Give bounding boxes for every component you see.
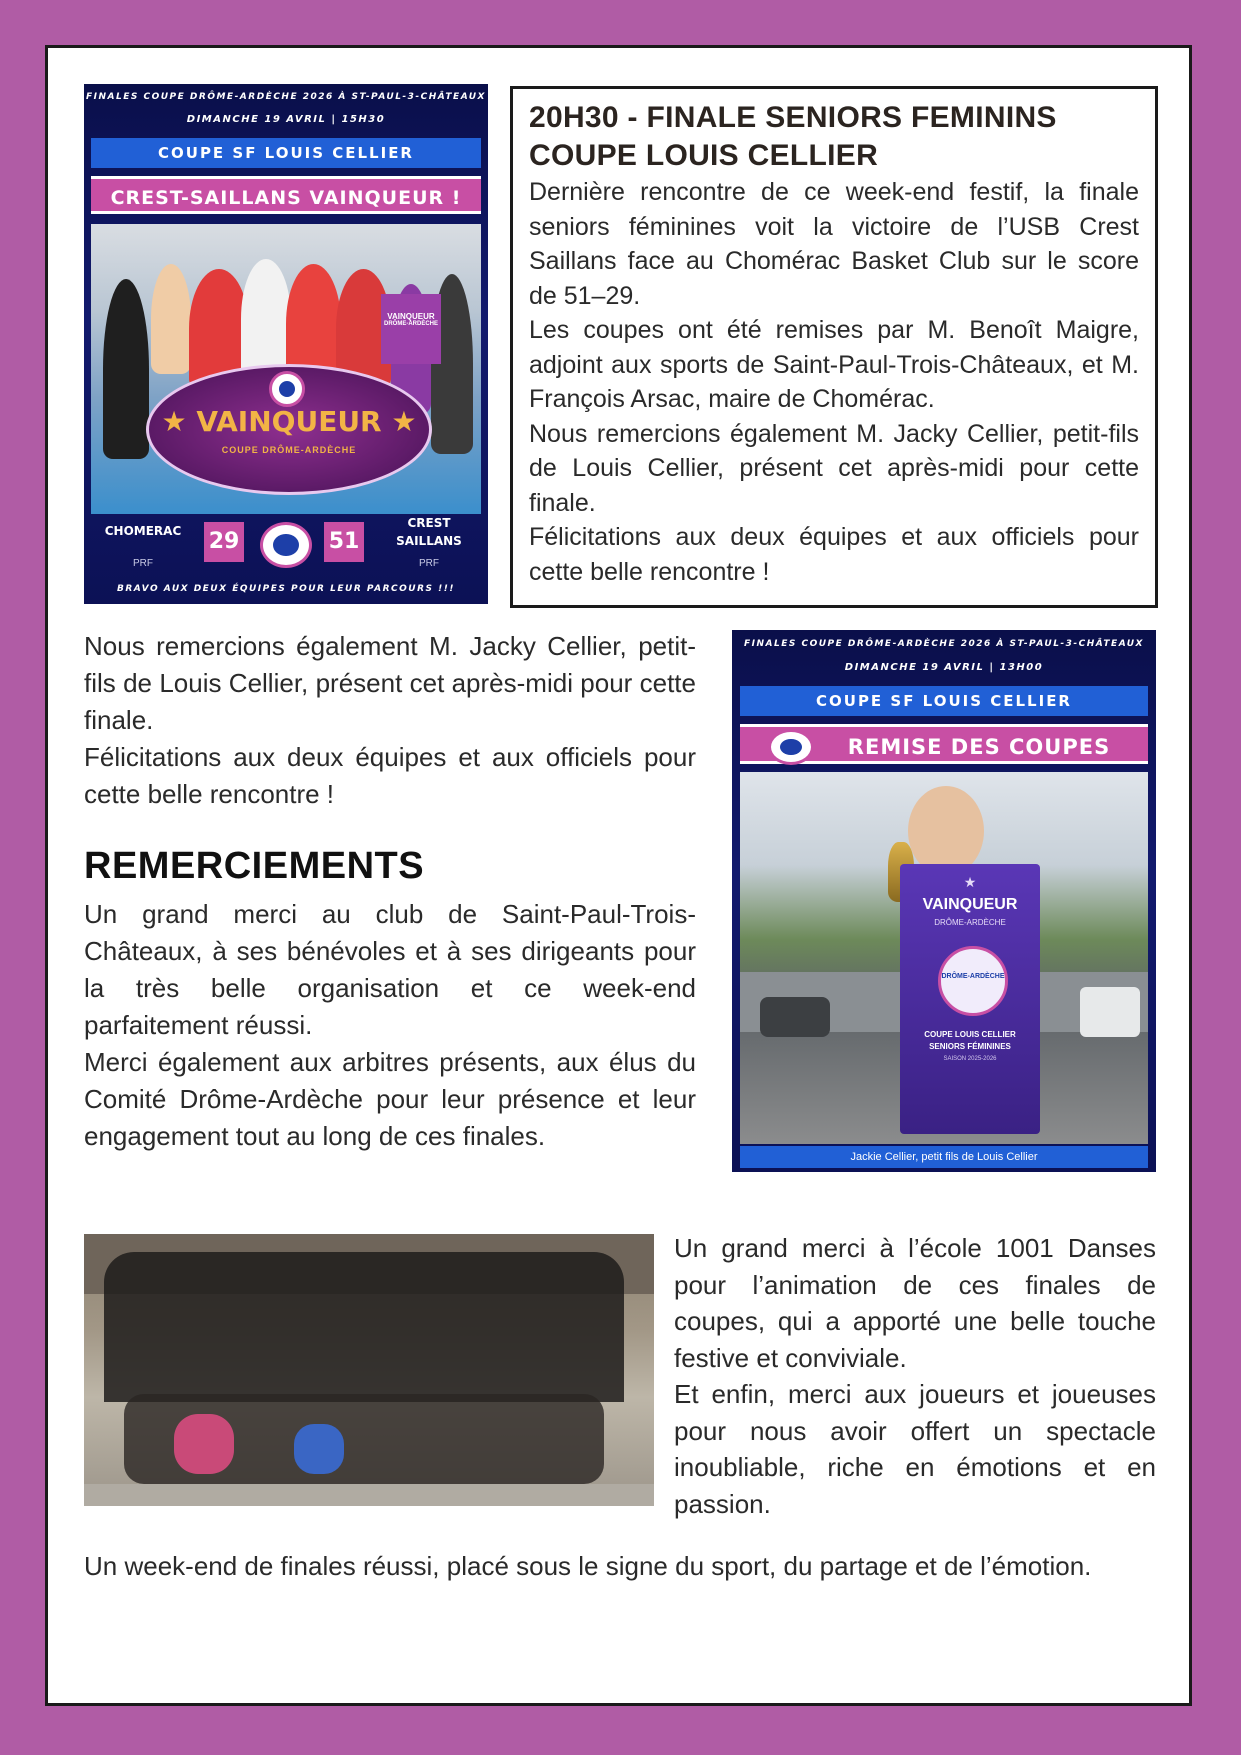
vainqueur-banner: ★ VAINQUEUR DRÔME-ARDÈCHE DRÔME-ARDÈCHE COUPE LOUIS CELLIER SENIORS FÉMININES SAISON 2025-2026 <box>900 864 1040 1134</box>
score-right: 51 <box>324 522 364 562</box>
team-photo <box>91 224 481 514</box>
remerciements-heading: REMERCIEMENTS <box>84 845 425 887</box>
trophy-photo <box>740 772 1148 1144</box>
committee-logo-icon: DRÔME-ARDÈCHE <box>938 946 1008 1016</box>
star-icon: ★ <box>963 874 977 890</box>
poster-cup-banner: COUPE SF LOUIS CELLIER <box>740 686 1148 716</box>
final-report-box <box>510 86 1158 608</box>
final-paragraph-result: Dernière rencontre de ce week-end festif, la finale seniors féminines voit la victoire de l’USB Crest Saillans face au Chomérac Basket Club sur le score de 51–29. <box>529 178 1139 310</box>
score-left: 29 <box>204 522 244 562</box>
final-title-line1: 20H30 - FINALE SENIORS FEMININS <box>529 101 1057 134</box>
poster-cup-banner: COUPE SF LOUIS CELLIER <box>91 138 481 168</box>
committee-logo-icon <box>260 522 312 568</box>
poster-event-line: FINALES COUPE DRÔME-ARDÈCHE 2026 À ST-PAUL-3-CHÂTEAUX <box>743 639 1144 649</box>
team-left-name: CHOMERAC <box>104 524 182 538</box>
middle-paragraph-thanks: Nous remercions également M. Jacky Cellier, petit-fils de Louis Cellier, présent cet après-midi pour cette finale. <box>84 631 696 735</box>
bottom-text-column <box>674 1230 1156 1522</box>
person-silhouette <box>908 786 984 876</box>
dance-school-paragraph: Un grand merci à l’école 1001 Danses pour l’animation de ces finales de coupes, qui a apporté une belle touche festive et conviviale. <box>674 1233 1156 1373</box>
middle-paragraph-congrats: Félicitations aux deux équipes et aux officiels pour cette belle rencontre ! <box>84 742 696 809</box>
team-right-level: PRF <box>419 558 439 569</box>
dance-school-group-photo <box>84 1234 654 1506</box>
final-title-line2: COUPE LOUIS CELLIER <box>529 139 879 172</box>
page <box>45 45 1192 1706</box>
team-left-level: PRF <box>133 558 153 569</box>
middle-text-column <box>84 628 696 1155</box>
poster-headline: CREST-SAILLANS VAINQUEUR ! <box>91 176 481 214</box>
poster-event-line: FINALES COUPE DRÔME-ARDÈCHE 2026 À ST-PAUL-3-CHÂTEAUX <box>85 92 486 102</box>
closing-paragraph: Un week-end de finales réussi, placé sous le signe du sport, du partage et de l’émotion. <box>84 1551 1092 1581</box>
poster-footer: BRAVO AUX DEUX ÉQUIPES POUR LEUR PARCOURS !!! <box>117 584 455 594</box>
committee-logo-icon <box>269 371 305 407</box>
players-paragraph: Et enfin, merci aux joueurs et joueuses pour nous avoir offert un spectacle inoubliable, riche en émotions et en passion. <box>674 1379 1156 1519</box>
team-right-name-line1: CREST <box>407 516 451 530</box>
final-paragraph-thanks: Nous remercions également M. Jacky Cellier, petit-fils de Louis Cellier, présent cet après-midi pour cette finale. <box>529 419 1139 517</box>
committee-logo-icon <box>768 729 814 765</box>
final-paragraph-congrats: Félicitations aux deux équipes et aux officiels pour cette belle rencontre ! <box>529 523 1139 586</box>
remerciements-paragraph-referees: Merci également aux arbitres présents, aux élus du Comité Drôme-Ardèche pour leur présence et leur engagement tout au long de ces finales. <box>84 1047 696 1151</box>
poster-date-line: DIMANCHE 19 AVRIL | 13H00 <box>844 662 1044 673</box>
final-paragraph-trophies: Les coupes ont été remises par M. Benoît Maigre, adjoint aux sports de Saint-Paul-Trois-Châteaux, et M. François Arsac, maire de Chomérac. <box>529 316 1139 413</box>
photo-caption: Jackie Cellier, petit fils de Louis Cellier <box>740 1146 1148 1168</box>
poster-headline: REMISE DES COUPES <box>740 724 1148 764</box>
vainqueur-flag: VAINQUEUR DRÔME-ARDÈCHE <box>381 294 441 364</box>
final-poster-image <box>84 84 488 604</box>
team-right-name-line2: SAILLANS <box>396 534 462 548</box>
poster-date-line: DIMANCHE 19 AVRIL | 15H30 <box>186 114 386 125</box>
trophy-ceremony-poster-image <box>732 630 1156 1172</box>
winner-oval-sign: ★ VAINQUEUR ★ COUPE DRÔME-ARDÈCHE <box>146 364 432 495</box>
remerciements-paragraph-club: Un grand merci au club de Saint-Paul-Trois-Châteaux, à ses bénévoles et à ses dirigeants pour la très belle organisation et ce week-end parfaitement réussi. <box>84 899 696 1040</box>
